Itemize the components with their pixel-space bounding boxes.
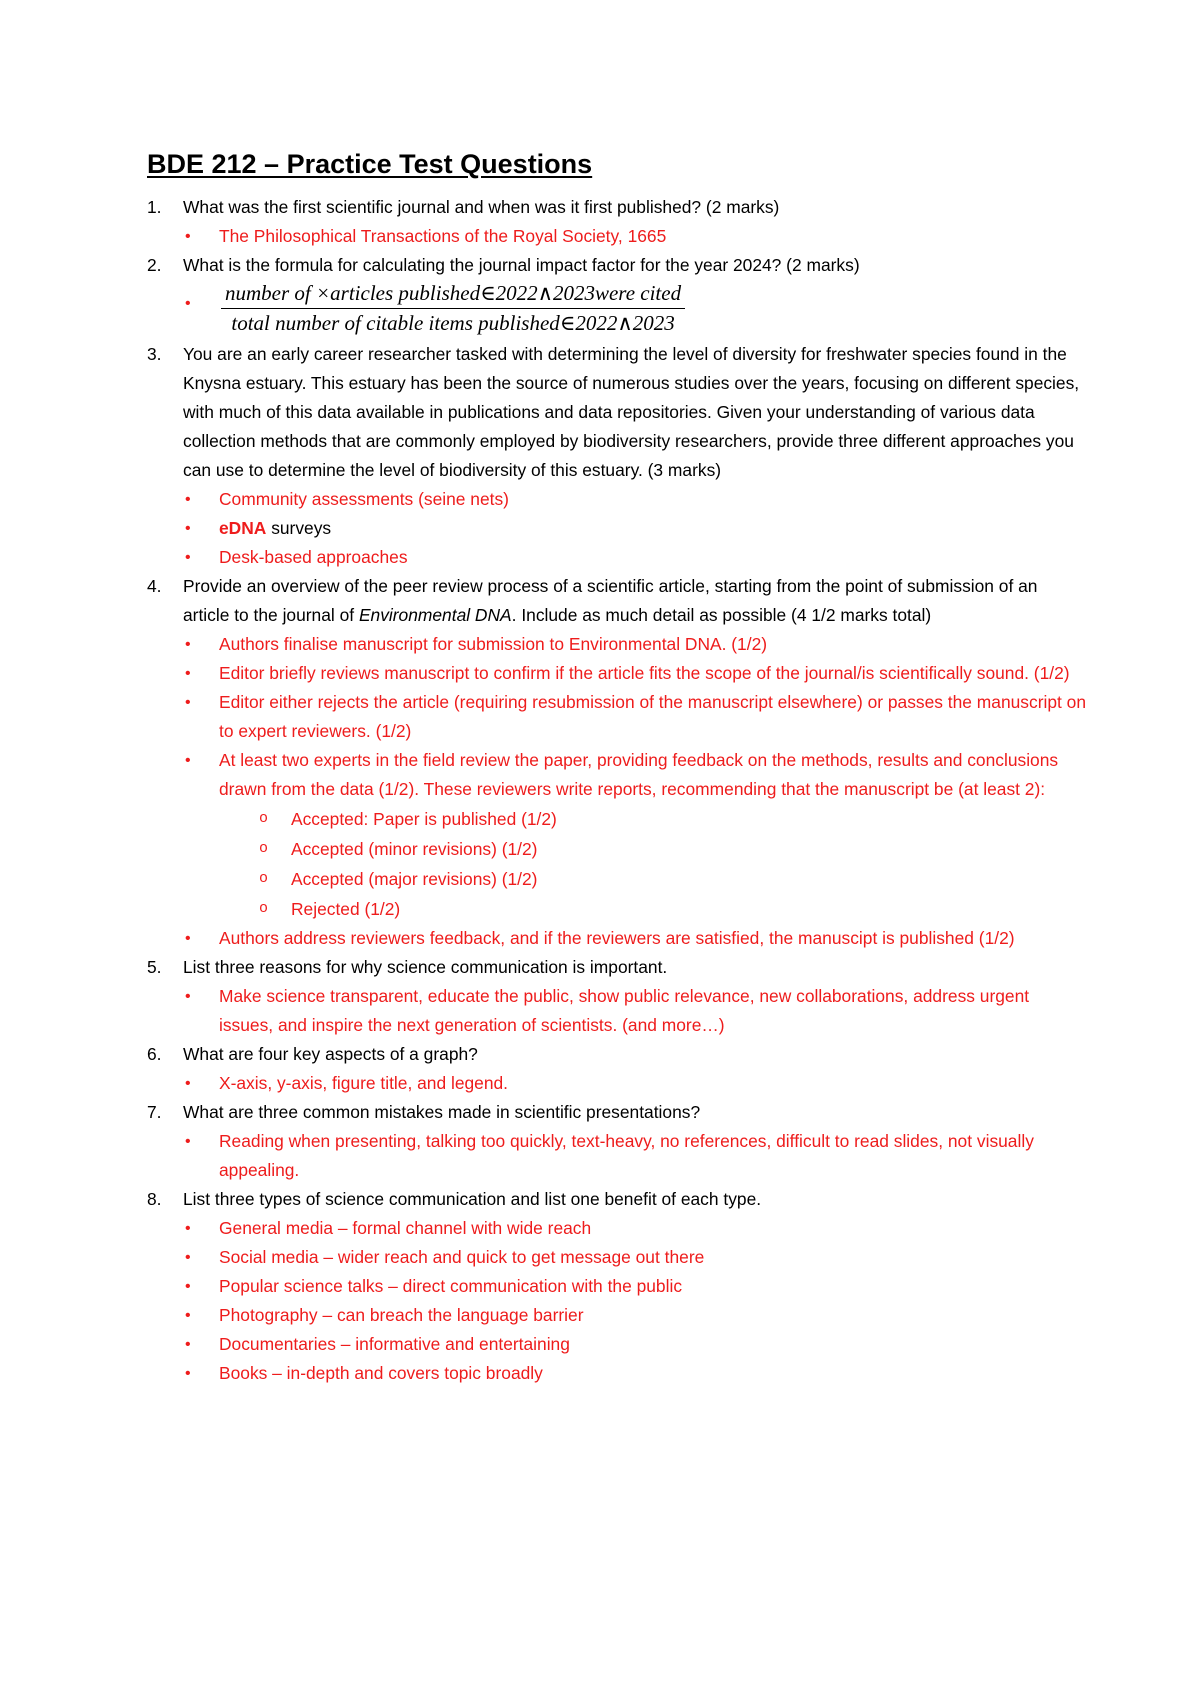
bullet-icon: • — [185, 636, 191, 654]
question-text: What was the first scientific journal and when was it first published? (2 marks) — [183, 197, 780, 218]
document-page — [147, 148, 1087, 1388]
answer-item — [147, 222, 1087, 251]
bullet-icon: • — [185, 988, 191, 1006]
question-text: Provide an overview of the peer review process of a scientific article, starting from the point of submission of an article to the journal of — [183, 576, 1038, 626]
answer-text: Documentaries – informative and entertaining — [219, 1334, 570, 1355]
sub-answer-item — [147, 804, 1087, 834]
question-3 — [147, 340, 1087, 485]
answer-text: At least two experts in the field review the paper, providing feedback on the methods, results and conclusions drawn from the data (1/2). These reviewers write reports, recommending that the manuscript be (at least 2): — [219, 750, 1059, 800]
question-text: List three reasons for why science communication is important. — [183, 957, 668, 978]
bullet-icon: • — [185, 491, 191, 509]
bullet-icon: • — [185, 1220, 191, 1238]
answer-text-bold: eDNA — [219, 518, 267, 539]
answer-item — [147, 543, 1087, 572]
answer-text: Editor either rejects the article (requiring resubmission of the manuscript elsewhere) or passes the manuscript on to expert reviewers. (1/2) — [219, 692, 1087, 742]
answer-item — [147, 1127, 1087, 1185]
bullet-icon: • — [185, 1365, 191, 1383]
impact-factor-formula — [147, 280, 1087, 338]
question-text-end: . Include as much detail as possible (4 1/2 marks total) — [511, 605, 932, 626]
answer-item — [147, 485, 1087, 514]
answer-item — [147, 688, 1087, 746]
question-number: 1. — [147, 197, 162, 218]
bullet-icon: • — [185, 1278, 191, 1296]
bullet-icon: • — [185, 1336, 191, 1354]
circle-bullet-icon: o — [259, 900, 269, 918]
bullet-icon: • — [185, 694, 191, 712]
sub-answer-text: Rejected (1/2) — [291, 899, 401, 920]
answer-item — [147, 1359, 1087, 1388]
question-number: 7. — [147, 1102, 162, 1123]
answer-text: Make science transparent, educate the public, show public relevance, new collaborations, address urgent issues, and inspire the next generation of scientists. (and more…) — [219, 986, 1030, 1036]
formula-numerator: number of ×articles published∈2022∧2023were cited — [221, 280, 685, 309]
answer-item — [147, 746, 1087, 804]
question-text: What is the formula for calculating the journal impact factor for the year 2024? (2 marks) — [183, 255, 860, 276]
circle-bullet-icon: o — [259, 840, 269, 858]
question-8 — [147, 1185, 1087, 1214]
answer-text: surveys — [266, 518, 332, 539]
answer-item — [147, 1272, 1087, 1301]
question-text: You are an early career researcher tasked with determining the level of diversity for freshwater species found in the Knysna estuary. This estuary has been the source of numerous studies over the years, focusing on different species, with much of this data available in publications and data repositories. Given your understanding of various data collection methods that are commonly employed by biodiversity researchers, provide three different approaches you can use to determine the level of biodiversity of this estuary. (3 marks) — [183, 344, 1080, 481]
question-text: What are three common mistakes made in scientific presentations? — [183, 1102, 701, 1123]
bullet-icon: • — [185, 295, 191, 313]
question-text: What are four key aspects of a graph? — [183, 1044, 478, 1065]
answer-text: Authors finalise manuscript for submission to Environmental DNA. (1/2) — [219, 634, 768, 655]
sub-answer-item — [147, 834, 1087, 864]
question-number: 2. — [147, 255, 162, 276]
question-text: List three types of science communication and list one benefit of each type. — [183, 1189, 762, 1210]
answer-item — [147, 924, 1087, 953]
question-number: 3. — [147, 344, 162, 365]
answer-item — [147, 630, 1087, 659]
answer-item — [147, 659, 1087, 688]
sub-answer-item — [147, 894, 1087, 924]
sub-answer-text: Accepted: Paper is published (1/2) — [291, 809, 557, 830]
answer-text: Reading when presenting, talking too quickly, text-heavy, no references, difficult to read slides, not visually appealing. — [219, 1131, 1034, 1181]
formula-denominator: total number of citable items published∈2022∧2023 — [231, 311, 675, 336]
sub-answer-text: Accepted (minor revisions) (1/2) — [291, 839, 538, 860]
answer-text: Editor briefly reviews manuscript to confirm if the article fits the scope of the journal/is scientifically sound. (1/2) — [219, 663, 1070, 684]
answer-text: X-axis, y-axis, figure title, and legend. — [219, 1073, 509, 1094]
answer-item — [147, 982, 1087, 1040]
bullet-icon: • — [185, 1249, 191, 1267]
answer-item — [147, 1214, 1087, 1243]
sub-answer-item — [147, 864, 1087, 894]
answer-text: Popular science talks – direct communication with the public — [219, 1276, 683, 1297]
formula-fraction — [221, 280, 685, 337]
circle-bullet-icon: o — [259, 810, 269, 828]
circle-bullet-icon: o — [259, 870, 269, 888]
answer-text: Community assessments (seine nets) — [219, 489, 509, 510]
question-number: 6. — [147, 1044, 162, 1065]
question-2 — [147, 251, 1087, 280]
answer-text: Books – in-depth and covers topic broadly — [219, 1363, 543, 1384]
sub-answer-text: Accepted (major revisions) (1/2) — [291, 869, 538, 890]
bullet-icon: • — [185, 228, 191, 246]
answer-text: The Philosophical Transactions of the Royal Society, 1665 — [219, 226, 667, 247]
answer-item — [147, 1069, 1087, 1098]
answer-item — [147, 1330, 1087, 1359]
answer-item — [147, 1243, 1087, 1272]
question-5 — [147, 953, 1087, 982]
page-title: BDE 212 – Practice Test Questions — [147, 149, 593, 179]
question-number: 8. — [147, 1189, 162, 1210]
question-number: 5. — [147, 957, 162, 978]
bullet-icon: • — [185, 752, 191, 770]
question-6 — [147, 1040, 1087, 1069]
question-number: 4. — [147, 576, 162, 597]
bullet-icon: • — [185, 549, 191, 567]
answer-text: Photography – can breach the language barrier — [219, 1305, 584, 1326]
bullet-icon: • — [185, 1075, 191, 1093]
bullet-icon: • — [185, 930, 191, 948]
answer-item — [147, 1301, 1087, 1330]
answer-text: Authors address reviewers feedback, and if the reviewers are satisfied, the manuscipt is published (1/2) — [219, 928, 1015, 949]
bullet-icon: • — [185, 1133, 191, 1151]
bullet-icon: • — [185, 665, 191, 683]
question-4 — [147, 572, 1087, 630]
answer-text: General media – formal channel with wide reach — [219, 1218, 592, 1239]
bullet-icon: • — [185, 520, 191, 538]
answer-item — [147, 514, 1087, 543]
question-1 — [147, 193, 1087, 222]
answer-text: Desk-based approaches — [219, 547, 408, 568]
question-7 — [147, 1098, 1087, 1127]
answer-text: Social media – wider reach and quick to get message out there — [219, 1247, 705, 1268]
bullet-icon: • — [185, 1307, 191, 1325]
journal-name: Environmental DNA — [358, 605, 512, 626]
